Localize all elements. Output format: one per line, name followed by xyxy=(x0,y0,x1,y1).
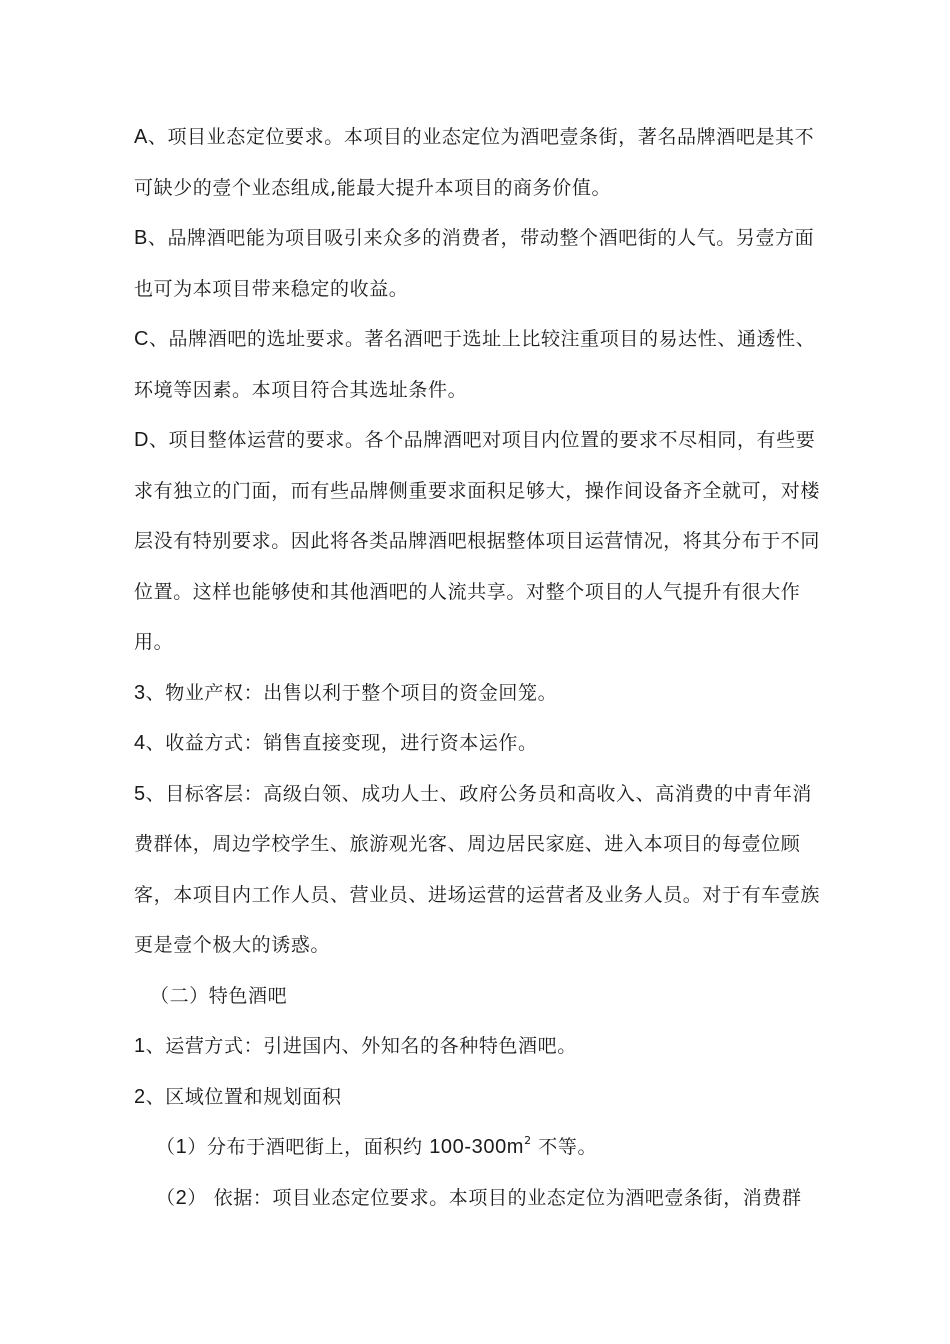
sub-item-2-text: 依据：项目业态定位要求。本项目的业态定位为酒吧壹条街，消费群 xyxy=(206,1186,802,1209)
paragraph-a-marker: A xyxy=(134,126,148,148)
sub-item-1-area-superscript: 2 xyxy=(524,1133,532,1147)
paragraph-d-text: 、项目整体运营的要求。各个品牌酒吧对项目内位置的要求不尽相同，有些要求有独立的门面，而有些品牌侧重要求面积足够大，操作间设备齐全就可，对楼层没有特别要求。因此将各类品牌酒吧根据整体项目运营情况，将其分布于不同位置。这样也能够使和其他酒吧的人流共享。对整个项目的人气提升有很大作用。 xyxy=(134,429,821,653)
paragraph-c-marker: C xyxy=(134,328,149,350)
document-body xyxy=(134,112,824,1223)
paragraph-3-marker: 3 xyxy=(134,681,146,704)
item-2-text: 、区域位置和规划面积 xyxy=(145,1085,342,1108)
sub-item-1-number: 1 xyxy=(175,1136,188,1158)
item-2 xyxy=(134,1072,824,1123)
paragraph-3 xyxy=(134,668,824,719)
paragraph-b xyxy=(134,213,824,314)
paragraph-5 xyxy=(134,769,824,971)
paragraph-5-marker: 5 xyxy=(134,782,146,805)
paragraph-4 xyxy=(134,718,824,769)
paragraph-d-marker: D xyxy=(134,429,149,451)
paragraph-a-text: 、项目业态定位要求。本项目的业态定位为酒吧壹条街，著名品牌酒吧是其不可缺少的壹个业态组成,能最大提升本项目的商务价值。 xyxy=(134,126,815,199)
sub-item-2 xyxy=(134,1173,824,1224)
sub-item-2-open: （ xyxy=(156,1186,176,1209)
item-1-text: 、运营方式：引进国内、外知名的各种特色酒吧。 xyxy=(145,1035,577,1057)
sub-item-2-number: 2 xyxy=(175,1186,188,1209)
paragraph-4-text: 、收益方式：销售直接变现，进行资本运作。 xyxy=(145,732,538,754)
item-1-marker: 1 xyxy=(134,1035,146,1057)
paragraph-c-text: 、品牌酒吧的选址要求。著名酒吧于选址上比较注重项目的易达性、通透性、环境等因素。本项目符合其选址条件。 xyxy=(134,328,816,401)
paragraph-d xyxy=(134,415,824,668)
sub-item-1-text-before: 分布于酒吧街上，面积约 xyxy=(206,1136,430,1158)
paragraph-b-marker: B xyxy=(134,227,148,249)
sub-item-2-close: ） xyxy=(187,1186,207,1209)
section-heading xyxy=(134,971,824,1022)
paragraph-3-text: 、物业产权：出售以利于整个项目的资金回笼。 xyxy=(145,681,558,704)
sub-item-1-close: ） xyxy=(187,1136,207,1158)
section-heading-text: （二）特色酒吧 xyxy=(150,984,288,1007)
sub-item-1-text-after: 不等。 xyxy=(531,1136,598,1158)
sub-item-1-area: 100-300m xyxy=(429,1136,525,1158)
paragraph-a xyxy=(134,112,824,213)
paragraph-b-text: 、品牌酒吧能为项目吸引来众多的消费者，带动整个酒吧街的人气。另壹方面也可为本项目带来稳定的收益。 xyxy=(134,227,815,300)
sub-item-1 xyxy=(134,1122,824,1173)
sub-item-1-open: （ xyxy=(156,1136,176,1158)
paragraph-c xyxy=(134,314,824,415)
paragraph-4-marker: 4 xyxy=(134,732,146,754)
item-2-marker: 2 xyxy=(134,1085,146,1108)
item-1 xyxy=(134,1021,824,1072)
paragraph-5-text: 、目标客层：高级白领、成功人士、政府公务员和高收入、高消费的中青年消费群体，周边学校学生、旅游观光客、周边居民家庭、进入本项目的每壹位顾客，本项目内工作人员、营业员、进场运营的运营者及业务人员。对于有车壹族更是壹个极大的诱惑。 xyxy=(134,782,821,956)
